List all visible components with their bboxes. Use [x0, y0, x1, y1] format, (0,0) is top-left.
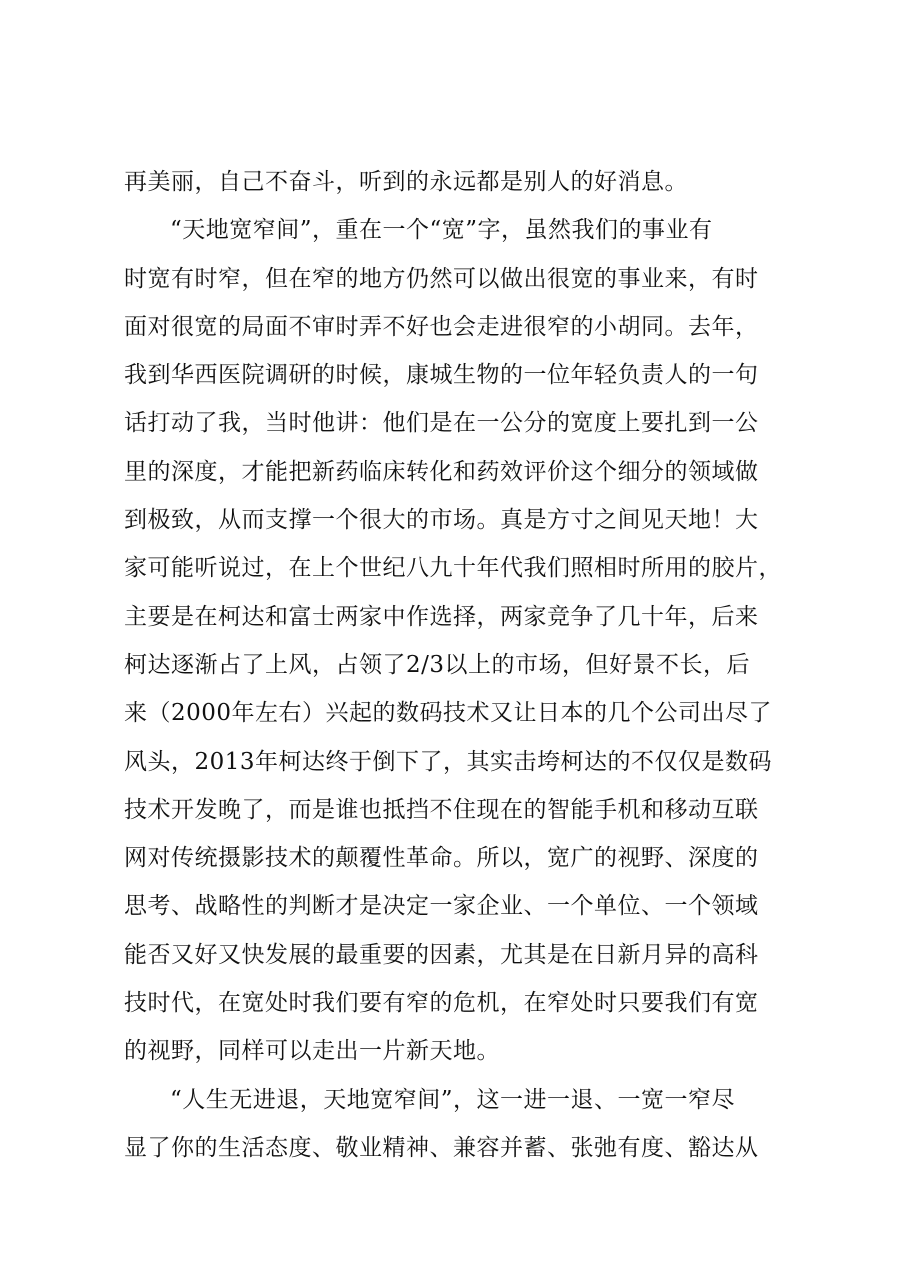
text-line: 技术开发晚了，而是谁也抵挡不住现在的智能手机和移动互联 [124, 796, 759, 823]
text-line: 柯达逐渐占了上风，占领了2/3以上的市场，但好景不长，后 [124, 651, 751, 678]
text-line: 显了你的生活态度、敬业精神、兼容并蓄、张弛有度、豁达从 [124, 1134, 759, 1161]
text-line: 网对传统摄影技术的颠覆性革命。所以，宽广的视野、深度的 [124, 845, 759, 872]
text-line: 话打动了我，当时他讲：他们是在一公分的宽度上要扎到一公 [124, 410, 759, 437]
text-line: 的视野，同样可以走出一片新天地。 [124, 1038, 500, 1065]
text-line: 技时代，在宽处时我们要有窄的危机，在窄处时只要我们有宽 [124, 990, 759, 1017]
text-line: 来（2000年左右）兴起的数码技术又让日本的几个公司出尽了 [124, 700, 773, 727]
text-line: 时宽有时窄，但在窄的地方仍然可以做出很宽的事业来，有时 [124, 265, 759, 292]
text-line: 里的深度，才能把新药临床转化和药效评价这个细分的领域做 [124, 458, 759, 485]
body-text [124, 158, 796, 1172]
text-line: 风头，2013年柯达终于倒下了，其实击垮柯达的不仅仅是数码 [124, 748, 773, 775]
text-line: 到极致，从而支撑一个很大的市场。真是方寸之间见天地！大 [124, 507, 759, 534]
text-line: 家可能听说过，在上个世纪八九十年代我们照相时所用的胶片， [124, 555, 782, 582]
text-line: 再美丽，自己不奋斗，听到的永远都是别人的好消息。 [124, 169, 688, 195]
text-line: 思考、战略性的判断才是决定一家企业、一个单位、一个领域 [124, 893, 759, 920]
text-line: 我到华西医院调研的时候，康城生物的一位年轻负责人的一句 [124, 362, 759, 389]
text-line: 能否又好又快发展的最重要的因素，尤其是在日新月异的高科 [124, 941, 759, 968]
paragraph-first-line: “人生无进退，天地宽窄间”，这一进一退、一宽一窄尽 [170, 1086, 736, 1113]
text-line: 主要是在柯达和富士两家中作选择，两家竞争了几十年，后来 [124, 603, 759, 630]
paragraph-first-line: “天地宽窄间”，重在一个“宽”字，虽然我们的事业有 [170, 217, 713, 244]
text-line: 面对很宽的局面不审时弄不好也会走进很窄的小胡同。去年， [124, 313, 759, 340]
